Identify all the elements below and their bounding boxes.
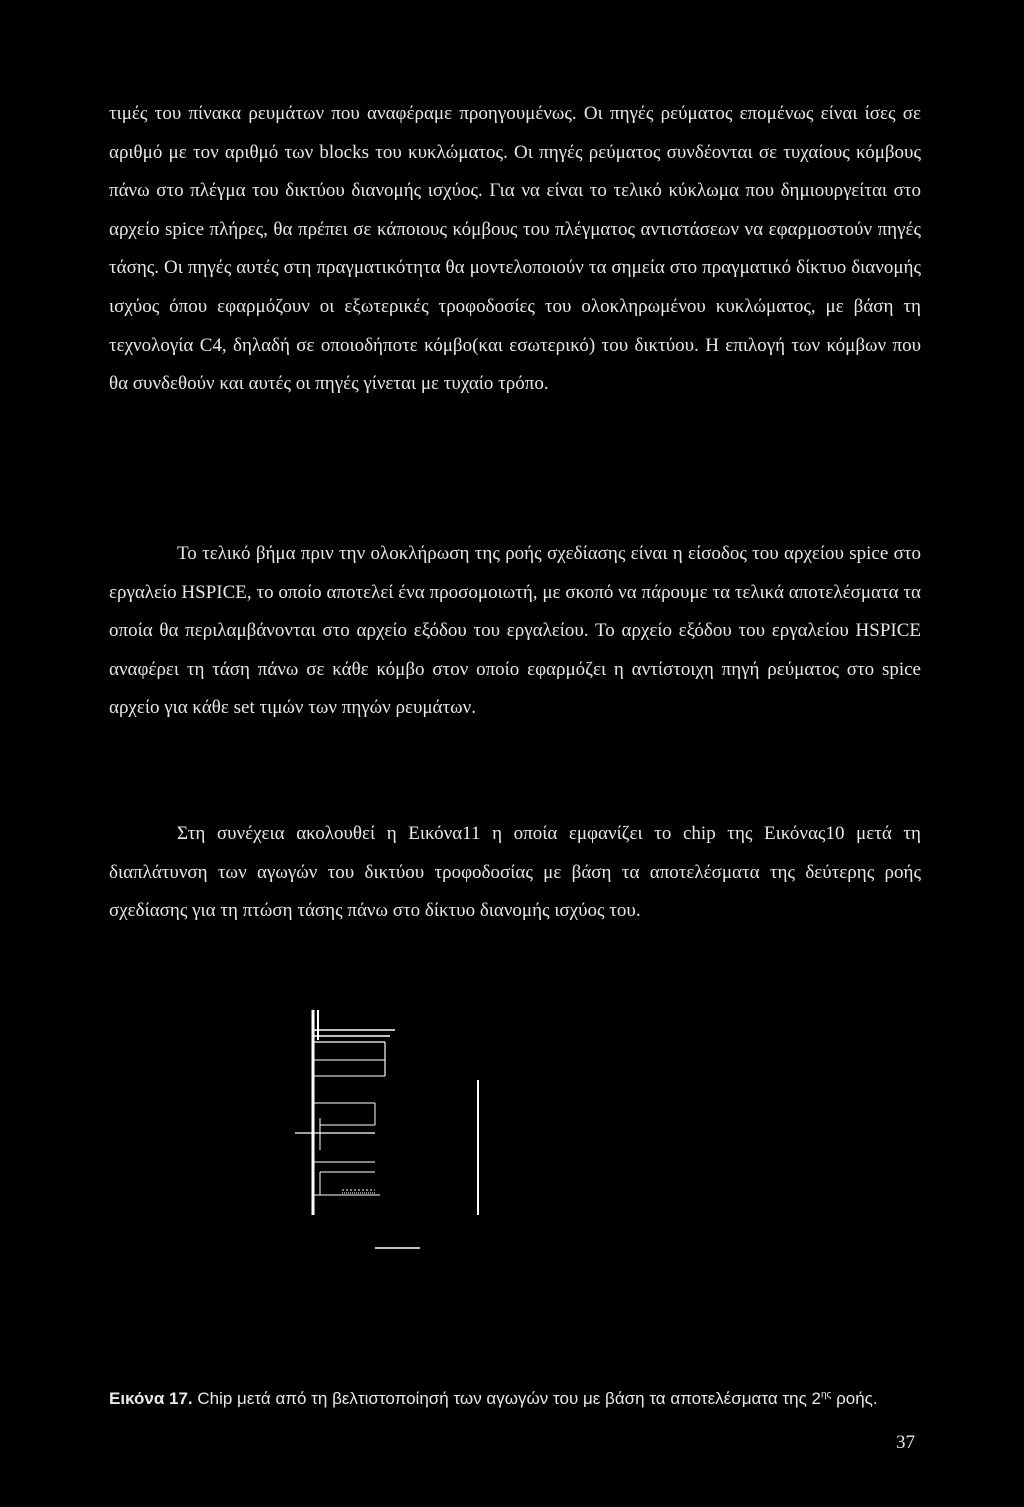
- paragraph-2: Το τελικό βήμα πριν την ολοκλήρωση της ροής σχεδίασης είναι η είσοδος του αρχείου spice στο εργαλείο HSPICE, το οποίο αποτελεί ένα προσομοιωτή, με σκοπό να πάρουμε τα τελικά αποτελέσματα τα οποία θα περιλαμβάνονται στο αρχείο εξόδου του εργαλείου. Το αρχείο εξόδου του εργαλείου HSPICE αναφέρει τη τάση πάνω σε κάθε κόμβο στον οποίο εφαρμόζει η αντίστοιχη πηγή ρεύματος στο spice αρχείο για κάθε set τιμών των πηγών ρευμάτων.: [109, 543, 921, 719]
- caption-superscript: ης: [820, 1389, 832, 1401]
- caption-suffix: ροής.: [836, 1389, 878, 1408]
- chip-figure: [280, 1000, 500, 1270]
- caption-text: Chip μετά από τη βελτιστοποίησή των αγωγών του με βάση τα αποτελέσματα της 2: [197, 1389, 821, 1408]
- paragraph-3: Στη συνέχεια ακολουθεί η Εικόνα11 η οποία εμφανίζει το chip της Εικόνας10 μετά τη διαπλάτυνση των αγωγών του δικτύου τροφοδοσίας με βάση τα αποτελέσματα της δεύτερης ροής σχεδίασης για τη πτώση τάσης πάνω στο δίκτυο διανομής ισχύος του.: [109, 823, 921, 922]
- page-number: 37: [896, 1432, 915, 1453]
- caption-label: Εικόνα 17.: [109, 1389, 193, 1408]
- figure-caption: [109, 1389, 929, 1409]
- paragraph-1: τιμές του πίνακα ρευμάτων που αναφέραμε προηγουμένως. Οι πηγές ρεύματος επομένως είναι ίσες σε αριθμό με τον αριθμό των blocks του κυκλώματος. Οι πηγές ρεύματος συνδέονται σε τυχαίους κόμβους πάνω στο πλέγμα του δικτύου διανομής ισχύος. Για να είναι το τελικό κύκλωμα που δημιουργείται στο αρχείο spice πλήρες, θα πρέπει σε κάποιους κόμβους του πλέγματος αντιστάσεων να εφαρμοστούν πηγές τάσης. Οι πηγές αυτές στη πραγματικότητα θα μοντελοποιούν τα σημεία στο πραγματικό δίκτυο διανομής ισχύος όπου εφαρμόζουν οι εξωτερικές τροφοδοσίες του ολοκληρωμένου κυκλώματος, με βάση τη τεχνολογία C4, δηλαδή σε οποιοδήποτε κόμβο(και εσωτερικό) του δικτύου. Η επιλογή των κόμβων που θα συνδεθούν και αυτές οι πηγές γίνεται με τυχαίο τρόπο.: [109, 103, 921, 395]
